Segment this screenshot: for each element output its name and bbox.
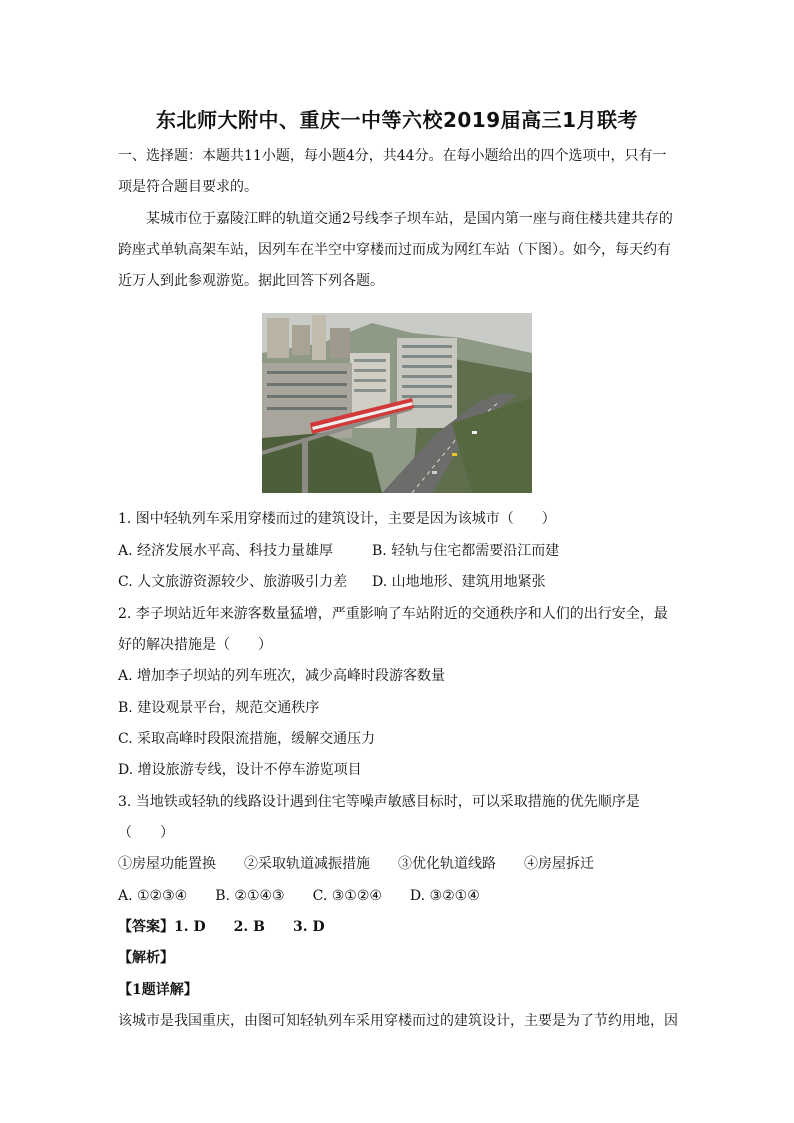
detail-line: 该城市是我国重庆，由图可知轻轨列车采用穿楼而过的建筑设计，主要是为了节约用地，因 [118,1013,678,1029]
q3-measures: ①房屋功能置换 ②采取轨道减振措施 ③优化轨道线路 ④房屋拆迁 [118,856,594,872]
q1-option-d: D. 山地地形、建筑用地紧张 [372,574,546,590]
q2-option-a: A. 增加李子坝站的列车班次，减少高峰时段游客数量 [118,668,446,684]
section-header-line-1: 一、选择题：本题共11小题，每小题4分，共44分。在每小题给出的四个选项中，只有一 [118,148,667,164]
q2-stem-line-2: 好的解决措施是（ ） [118,637,272,653]
q1-option-b: B. 轻轨与住宅都需要沿江而建 [372,543,560,559]
passage-line-1: 某城市位于嘉陵江畔的轨道交通2号线李子坝车站，是国内第一座与商住楼共建共存的 [146,211,673,227]
detail-header: 【1题详解】 [118,982,198,998]
section-header-line-2: 项是符合题目要求的。 [118,179,258,195]
document-title: 东北师大附中、重庆一中等六校2019届高三1月联考 [155,108,639,132]
q2-option-d: D. 增设旅游专线，设计不停车游览项目 [118,762,362,778]
q1-option-a: A. 经济发展水平高、科技力量雄厚 [118,543,334,559]
q1-option-c: C. 人文旅游资源较少、旅游吸引力差 [118,574,348,590]
liziba-station-photo [262,313,532,493]
q3-options: A. ①②③④ B. ②①④③ C. ③①②④ D. ③②①④ [118,888,480,904]
q2-option-b: B. 建设观景平台，规范交通秩序 [118,700,320,716]
photo-illustration [262,313,532,493]
analysis-header: 【解析】 [118,950,174,966]
q3-stem-line-2: （ ） [118,825,174,841]
q1-stem: 1. 图中轻轨列车采用穿楼而过的建筑设计，主要是因为该城市（ ） [118,511,556,527]
answer-line: 【答案】1. D 2. B 3. D [118,919,325,935]
passage-line-2: 跨座式单轨高架车站，因列车在半空中穿楼而过而成为网红车站（下图）。如今，每天约有 [118,242,671,258]
q3-stem-line-1: 3. 当地铁或轻轨的线路设计遇到住宅等噪声敏感目标时，可以采取措施的优先顺序是 [118,794,640,810]
passage-line-3: 近万人到此参观游览。据此回答下列各题。 [118,273,384,289]
q2-option-c: C. 采取高峰时段限流措施，缓解交通压力 [118,731,376,747]
q2-stem-line-1: 2. 李子坝站近年来游客数量猛增，严重影响了车站附近的交通秩序和人们的出行安全，最 [118,606,668,622]
